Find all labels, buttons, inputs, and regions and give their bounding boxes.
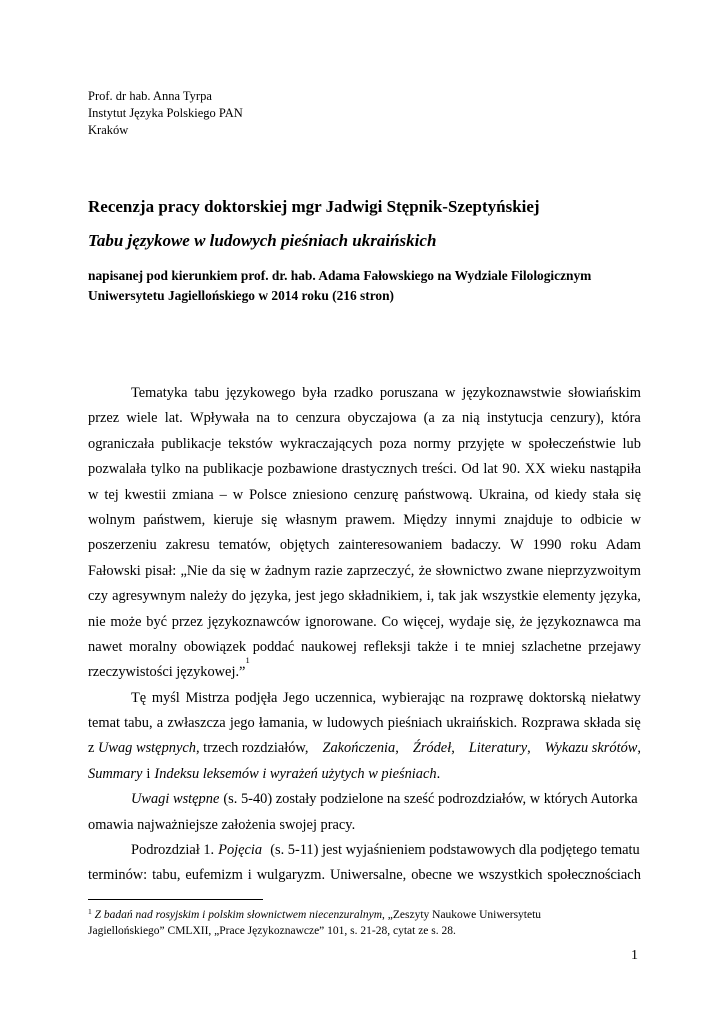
word: do <box>231 588 246 605</box>
word: tylko <box>150 461 181 478</box>
word: Adam <box>605 537 641 554</box>
word: ograniczała <box>88 435 155 452</box>
word: że <box>418 562 432 579</box>
word: języka, <box>250 588 292 605</box>
word: innymi <box>455 511 497 528</box>
word: jego <box>229 715 255 732</box>
word: Wpływała <box>190 410 250 427</box>
word: wszystkich <box>478 867 543 884</box>
author-institute: Instytut Języka Polskiego PAN <box>88 106 243 120</box>
word: a <box>156 715 164 732</box>
body-line <box>88 711 641 736</box>
word: się <box>624 486 641 503</box>
body-line <box>88 559 641 584</box>
word: roku <box>570 537 597 554</box>
word: razie <box>314 562 343 579</box>
word: Fałowski <box>88 562 141 579</box>
word: uczennica, <box>315 689 377 706</box>
text-run: . <box>436 765 441 782</box>
word: była <box>302 385 328 401</box>
body-line <box>88 787 641 812</box>
word: objętych <box>279 537 330 554</box>
word: da <box>211 562 226 579</box>
word: Mistrza <box>185 689 230 706</box>
body-line <box>88 432 641 457</box>
thesis-details <box>88 266 643 306</box>
word: na <box>450 689 465 706</box>
text-run: Uwagi wstępne <box>131 791 220 808</box>
body-line <box>88 508 641 533</box>
author-name: Prof. dr hab. Anna Tyrpa <box>88 89 212 103</box>
footnote-mark: 1 <box>88 907 92 916</box>
word: tabu <box>194 385 220 401</box>
word: 1990 <box>532 537 562 554</box>
word: pozwalała <box>88 461 147 478</box>
word: ludowych <box>326 715 384 732</box>
word: ignorowane. <box>305 613 377 630</box>
word: Rozprawa <box>521 715 580 732</box>
word: niełatwy <box>591 689 641 706</box>
word: jak <box>460 588 478 605</box>
page-number: 1 <box>631 948 638 963</box>
word: Od <box>461 461 479 478</box>
thesis-details-line: napisanej pod kierunkiem prof. dr. hab. Adama Fałowskiego na Wydziale Filologicznym <box>88 268 592 283</box>
word: w <box>312 715 323 732</box>
word: należy <box>189 588 228 605</box>
word: obecne <box>411 867 452 884</box>
word: na <box>184 461 199 478</box>
word: może <box>110 613 142 630</box>
word: przyjęte <box>457 435 505 452</box>
word: nieprzyzwoitym <box>547 562 641 579</box>
word: te <box>465 638 476 655</box>
word: Jego <box>283 689 310 706</box>
word: w <box>445 385 456 401</box>
word: się <box>261 511 278 528</box>
word: pieśniach <box>387 715 443 732</box>
word: tej <box>104 486 119 503</box>
word: mniej <box>482 638 515 655</box>
word: w <box>88 486 99 503</box>
footnote-separator <box>88 899 263 900</box>
word: także <box>417 638 448 655</box>
body-line <box>88 483 641 508</box>
word: (a <box>423 410 435 427</box>
word: słowiańskim <box>568 385 641 401</box>
word: być <box>146 613 168 630</box>
word: zwłaszcza <box>167 715 226 732</box>
word: jest <box>295 588 316 605</box>
footnote <box>88 907 558 939</box>
text-run: Zakończenia, <box>322 740 399 757</box>
word: drastycznych <box>341 461 418 478</box>
word: łamania, <box>258 715 309 732</box>
word: tekstów <box>228 435 273 452</box>
text-run: (s. 5-40) zostały podzielone na sześć podrozdziałów, w których Autorka <box>223 791 638 808</box>
text-run: i <box>146 765 151 782</box>
body-line <box>88 381 641 406</box>
body-line <box>88 863 641 888</box>
word: – <box>219 486 227 503</box>
word: myśl <box>151 689 180 706</box>
word: przejawy <box>588 638 641 655</box>
text-run: Literatury, <box>468 740 531 757</box>
word: składnikiem, <box>348 588 423 605</box>
text-run: Źródeł, <box>412 740 455 757</box>
word: tematów, <box>218 537 271 554</box>
word: agresywnym <box>112 588 186 605</box>
word: pozbawione <box>267 461 338 478</box>
word: się <box>624 715 641 732</box>
text-run: Indeksu leksemów i wyrażeń użytych w pieśniach <box>154 765 437 782</box>
word: Między <box>403 511 448 528</box>
word: zniesiono <box>292 486 348 503</box>
word: zaprzeczyć, <box>346 562 415 579</box>
word: terminów: <box>88 867 148 884</box>
word: „Nie <box>180 562 208 579</box>
word: normy <box>413 435 452 452</box>
word: językoznawców <box>207 613 301 630</box>
word: więcej, <box>403 613 445 630</box>
word: wszystkie <box>481 588 539 605</box>
word: tabu, <box>124 715 153 732</box>
author-city: Kraków <box>88 123 129 137</box>
word: językowego <box>225 385 296 401</box>
body-line <box>88 533 641 558</box>
word: to <box>277 410 289 427</box>
word: poruszana <box>379 385 439 401</box>
word: wydaje <box>448 613 491 630</box>
word: od <box>534 486 549 503</box>
word: językoznawca <box>537 613 619 630</box>
word: Polsce <box>249 486 287 503</box>
body-line <box>88 813 641 838</box>
word: cenzura <box>295 410 341 427</box>
word: Tematyka <box>131 385 188 401</box>
word: we <box>456 867 474 884</box>
word: jego <box>319 588 345 605</box>
word: wulgaryzm. <box>256 867 326 884</box>
word: rzadko <box>333 385 374 401</box>
footnote-reference: 1 <box>245 655 250 666</box>
word: badaczy. <box>451 537 502 554</box>
word: podjęła <box>235 689 278 706</box>
word: nią <box>462 410 480 427</box>
word: żadnym <box>264 562 311 579</box>
text-run: rzeczywistości językowej.” <box>88 664 246 681</box>
word: naukowej <box>300 638 357 655</box>
word: wykraczających <box>279 435 373 452</box>
word: lat <box>483 461 498 478</box>
word: znajduje <box>504 511 553 528</box>
word: społeczeństwie <box>528 435 616 452</box>
word: instytucja <box>486 410 543 427</box>
word: publikacje <box>203 461 264 478</box>
body-line <box>88 584 641 609</box>
word: to <box>560 511 573 528</box>
word: Co <box>381 613 399 630</box>
word: za <box>442 410 455 427</box>
word: stała <box>592 486 620 503</box>
text-run: Summary <box>88 765 143 782</box>
body-line <box>88 406 641 431</box>
body-line <box>88 610 641 635</box>
word: państwową. <box>404 486 473 503</box>
word: wieku <box>550 461 586 478</box>
word: treści. <box>422 461 457 478</box>
word: cenzury), <box>550 410 604 427</box>
word: prawem. <box>345 511 396 528</box>
word: temat <box>88 715 120 732</box>
footnote-line <box>88 907 558 923</box>
word: się, <box>495 613 515 630</box>
text-run: Wykazu skrótów, <box>544 740 641 757</box>
word: lub <box>622 435 641 452</box>
text-run: (s. 5-11) jest wyjaśnieniem podstawowych dla podjętego tematu <box>270 842 640 859</box>
body-line <box>88 635 641 660</box>
word: nastąpiła <box>589 461 641 478</box>
review-body <box>88 381 641 889</box>
word: w <box>630 511 641 528</box>
word: słownictwo <box>435 562 503 579</box>
document-title: Recenzja pracy doktorskiej mgr Jadwigi Stępnik-Szeptyńskiej <box>88 197 540 216</box>
word: poszerzeniu <box>88 537 157 554</box>
word: Ukraina, <box>478 486 529 503</box>
word: rozprawę <box>469 689 524 706</box>
word: składa <box>583 715 621 732</box>
body-line <box>88 686 641 711</box>
body-line <box>88 655 641 685</box>
word: zwane <box>506 562 544 579</box>
word: elementy <box>542 588 596 605</box>
word: Tę <box>131 689 147 706</box>
word: wiele <box>126 410 158 427</box>
body-line <box>88 762 641 787</box>
word: XX <box>524 461 546 478</box>
word: i <box>247 867 252 884</box>
word: ma <box>623 613 641 630</box>
word: odbicie <box>580 511 623 528</box>
word: wolnym <box>88 511 136 528</box>
thesis-title: Tabu językowe w ludowych pieśniach ukraińskich <box>88 231 437 250</box>
word: i, <box>426 588 435 605</box>
word: kiedy <box>554 486 587 503</box>
word: tak <box>438 588 456 605</box>
footnote-text: , „Zeszyty Naukowe Uniwersytetu <box>382 909 542 921</box>
word: w <box>232 486 244 503</box>
word: na <box>256 410 270 427</box>
word: nawet <box>88 638 123 655</box>
word: Uniwersalne, <box>329 867 407 884</box>
word: lat. <box>164 410 183 427</box>
word: językoznawstwie <box>462 385 562 401</box>
footnote-line: Jagiellońskiego” CMLXII, „Prace Językoznawcze” 101, s. 21-28, cytat ze s. 28. <box>88 925 456 937</box>
word: w <box>250 562 261 579</box>
body-line <box>88 838 641 863</box>
word: nie <box>88 613 106 630</box>
word: własnym <box>285 511 338 528</box>
word: moralny <box>129 638 178 655</box>
word: eufemizm <box>185 867 243 884</box>
word: się <box>229 562 246 579</box>
word: społecznościach <box>547 867 641 884</box>
text-run: z Uwag wstępnych, trzech rozdziałów, <box>88 740 309 757</box>
word: ukraińskich. <box>446 715 518 732</box>
word: państwem, <box>143 511 206 528</box>
text-run: omawia najważniejsze założenia swojej pracy. <box>88 816 356 833</box>
word: w <box>511 435 522 452</box>
word: szlachetne <box>521 638 582 655</box>
footnote-cited-title: Z badań nad rosyjskim i polskim słownictwem niecenzuralnym <box>94 909 382 921</box>
word: publikacje <box>161 435 222 452</box>
body-line <box>88 736 641 761</box>
word: pisał: <box>145 562 177 579</box>
word: kieruje <box>213 511 254 528</box>
word: poddać <box>252 638 295 655</box>
word: 90. <box>502 461 521 478</box>
word: która <box>611 410 641 427</box>
word: i <box>454 638 459 655</box>
word: języka, <box>599 588 641 605</box>
word: wybierając <box>381 689 445 706</box>
body-line <box>88 457 641 482</box>
word: obyczajowa <box>347 410 417 427</box>
word: obowiązek <box>183 638 247 655</box>
word: poza <box>379 435 407 452</box>
word: przez <box>171 613 203 630</box>
word: że <box>519 613 533 630</box>
word: przez <box>88 410 120 427</box>
word: tabu, <box>152 867 181 884</box>
text-run: Pojęcia <box>218 842 263 859</box>
text-run: Podrozdział 1. <box>131 842 215 859</box>
word: zmiana <box>172 486 214 503</box>
word: cenzurę <box>353 486 399 503</box>
thesis-details-line: Uniwersytetu Jagiellońskiego w 2014 roku (216 stron) <box>88 288 395 303</box>
word: W <box>510 537 524 554</box>
word: zakresu <box>165 537 210 554</box>
author-header <box>88 88 243 139</box>
word: zainteresowaniem <box>338 537 443 554</box>
word: refleksji <box>363 638 411 655</box>
word: doktorską <box>528 689 586 706</box>
word: kwestii <box>124 486 167 503</box>
word: czy <box>88 588 108 605</box>
